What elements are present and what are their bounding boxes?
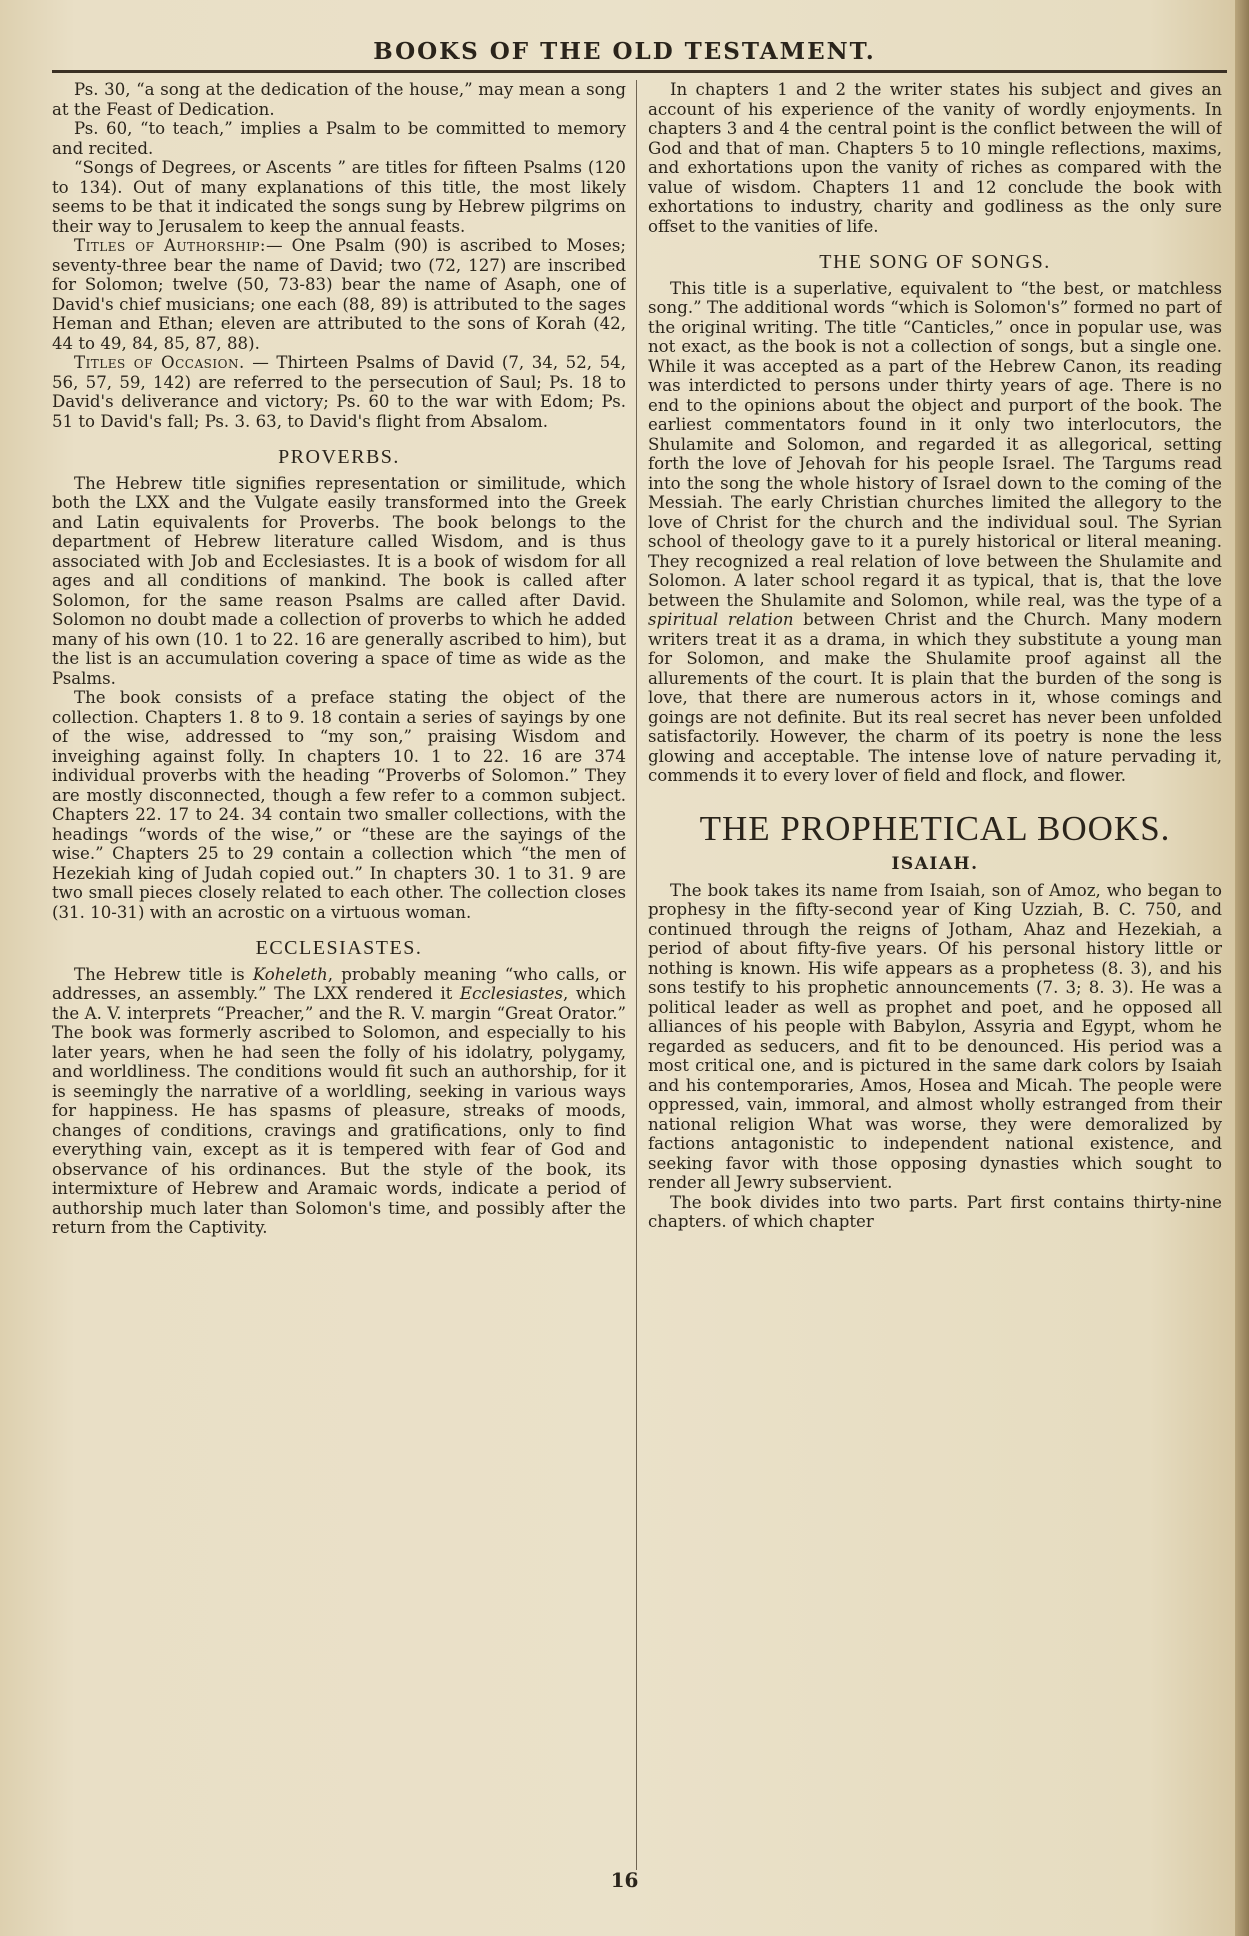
titles-authorship-paragraph bbox=[52, 236, 626, 353]
titles-occasion-label: Titles of Occasion. bbox=[74, 353, 245, 372]
psalms-paragraph-3: “Songs of Degrees, or Ascents ” are titles for fifteen Psalms (120 to 134). Out of many explanations of this title, the most likely seems to be that it indicated the songs sung by Hebrew pilgrims on their way to Jerusalem to keep the annual feasts. bbox=[52, 158, 626, 236]
page-edge bbox=[1235, 0, 1249, 1936]
proverbs-paragraph-1: The Hebrew title signifies representation or similitude, which both the LXX and the Vulgate easily transformed into the Greek and Latin equivalents for Proverbs. The book belongs to the department of Hebrew literature called Wisdom, and is thus associated with Job and Ecclesiastes. It is a book of wisdom for all ages and all conditions of mankind. The book is called after Solomon, for the same reason Psalms are called after David. Solomon no doubt made a collection of proverbs to which he added many of his own (10. 1 to 22. 16 are generally ascribed to him), but the list is an accumulation covering a space of time as wide as the Psalms. bbox=[52, 473, 626, 688]
isaiah-paragraph-1: The book takes its name from Isaiah, son of Amoz, who began to prophesy in the fifty-second year of King Uzziah, B. C. 750, and continued through the reigns of Jotham, Ahaz and Hezekiah, a period of about fifty-five years. Of his personal history little or nothing is known. His wife appears as a prophetess (8. 3), and his sons testify to his prophetic announcements (7. 3; 8. 3). He was a political leader as well as prophet and poet, and he opposed all alliances of his people with Babylon, Assyria and Egypt, whom he regarded as seducers, and fit to be denounced. His period was a most critical one, and is pictured in the same dark colors by Isaiah and his contemporaries, Amos, Hosea and Micah. The people were oppressed, vain, immoral, and almost wholly estranged from their national religion What was worse, they were demoralized by factions antagonistic to independent national existence, and seeking favor with those opposing dynasties which sought to render all Jewry subservient. bbox=[648, 880, 1222, 1192]
psalms-paragraph-1: Ps. 30, “a song at the dedication of the house,” may mean a song at the Feast of Dedication. bbox=[52, 80, 626, 119]
titles-authorship-text: — One Psalm (90) is ascribed to Moses; seventy-three bear the name of David; two (72, 127) are inscribed for Solomon; twelve (50, 73-83) bear the name of Asaph, one of David's chief musicians; one each (88, 89) is attributed to the sages Heman and Ethan; eleven are attributed to the sons of Korah (42, 44 to 49, 84, 85, 87, 88). bbox=[52, 236, 626, 353]
song-of-songs-paragraph bbox=[648, 279, 1222, 786]
song-of-songs-heading: THE SONG OF SONGS. bbox=[819, 251, 1051, 273]
isaiah-paragraph-2: The book divides into two parts. Part first contains thirty-nine chapters. of which chapter bbox=[648, 1192, 1222, 1231]
header-rule bbox=[52, 70, 1227, 73]
right-column bbox=[648, 80, 1222, 1880]
titles-occasion-text: — Thirteen Psalms of David (7, 34, 52, 54, 56, 57, 59, 142) are referred to the persecution of Saul; Ps. 18 to David's deliverance and victory; Ps. 60 to the war with Edom; Ps. 51 to David's fall; Ps. 3. 63, to David's flight from Absalom. bbox=[52, 353, 626, 431]
song-spiritual-relation: spiritual relation bbox=[648, 610, 794, 629]
ecclesiastes-latin: Ecclesiastes bbox=[459, 984, 563, 1003]
titles-occasion-paragraph bbox=[52, 353, 626, 431]
isaiah-heading: ISAIAH. bbox=[891, 854, 979, 874]
ecclesiastes-paragraph bbox=[52, 965, 626, 1238]
titles-authorship-label: Titles of Authorship: bbox=[74, 236, 266, 255]
prophetical-books-title: THE PROPHETICAL BOOKS. bbox=[699, 808, 1171, 848]
page-number: 16 bbox=[610, 1868, 639, 1892]
proverbs-heading: PROVERBS. bbox=[278, 446, 400, 468]
ecclesiastes-text-c: , which the A. V. interprets “Preacher,” and the R. V. margin “Great Orator.” The book was formerly ascribed to Solomon, and especially to his later years, when he had seen the folly of his idolatry, polygamy, and worldliness. The conditions would fit such an authorship, for it is seemingly the narrative of a worldling, seeking in various ways for happiness. He has spasms of pleasure, streaks of moods, changes of conditions, cravings and gratifications, only to find everything vain, except as it is tempered with fear of God and observance of his ordinances. But the style of the book, its intermixture of Hebrew and Aramaic words, indicate a period of authorship much later than Solomon's time, and possibly after the return from the Captivity. bbox=[52, 984, 626, 1237]
left-column bbox=[52, 80, 626, 1880]
proverbs-paragraph-2: The book consists of a preface stating the object of the collection. Chapters 1. 8 to 9. 18 contain a series of sayings by one of the wise, addressed to “my son,” praising Wisdom and inveighing against folly. In chapters 10. 1 to 22. 16 are 374 individual proverbs with the heading “Proverbs of Solomon.” They are mostly disconnected, though a few refer to a common subject. Chapters 22. 17 to 24. 34 contain two smaller collections, with the headings “words of the wise,” or “these are the sayings of the wise.” Chapters 25 to 29 contain a collection which “the men of Hezekiah king of Judah copied out.” In chapters 30. 1 to 31. 9 are two small pieces closely related to each other. The collection closes (31. 10-31) with an acrostic on a virtuous woman. bbox=[52, 688, 626, 922]
column-divider bbox=[636, 80, 637, 1870]
psalms-paragraph-2: Ps. 60, “to teach,” implies a Psalm to be committed to memory and recited. bbox=[52, 119, 626, 158]
running-header: BOOKS OF THE OLD TESTAMENT. bbox=[373, 38, 876, 65]
song-text-b: between Christ and the Church. Many modern writers treat it as a drama, in which they substitute a young man for Solomon, and make the Shulamite proof against all the allurements of the court. It is plain that the burden of the song is love, that there are numerous actors in it, whose comings and goings are not definite. But its real secret has never been unfolded satisfactorily. However, the charm of its poetry is none the less glowing and acceptable. The intense love of nature pervading it, commends it to every lover of field and flock, and flower. bbox=[648, 610, 1222, 785]
ecclesiastes-koheleth: Koheleth bbox=[252, 964, 328, 984]
ecclesiastes-text-b: , probably meaning “who calls, or addresses, an assembly.” The LXX rendered it bbox=[52, 964, 626, 1003]
ecclesiastes-text-a: The Hebrew title is bbox=[74, 964, 253, 984]
ecclesiastes-continued: In chapters 1 and 2 the writer states his subject and gives an account of his experience of the vanity of wordly enjoyments. In chapters 3 and 4 the central point is the conflict between the will of God and that of man. Chapters 5 to 10 mingle reflections, maxims, and exhortations upon the vanity of riches as compared with the value of wisdom. Chapters 11 and 12 conclude the book with exhortations to industry, charity and godliness as the only sure offset to the vanities of life. bbox=[648, 80, 1222, 236]
ecclesiastes-heading: ECCLESIASTES. bbox=[255, 937, 423, 959]
song-text-a: This title is a superlative, equivalent to “the best, or matchless song.” The additional words “which is Solomon's” formed no part of the original writing. The title “Canticles,” once in popular use, was not exact, as the book is not a collection of songs, but a single one. While it was accepted as a part of the Hebrew Canon, its reading was interdicted to persons under thirty years of age. There is no end to the opinions about the object and purport of the book. The earliest commentators found in it only two interlocutors, the Shulamite and Solomon, and regarded it as allegorical, setting forth the love of Jehovah for his people Israel. The Targums read into the song the whole history of Israel down to the coming of the Messiah. The early Christian churches limited the allegory to the love of Christ for the church and the individual soul. The Syrian school of theology gave to it a purely historical or literal meaning. They recognized a real relation of love between the Shulamite and Solomon. A later school regard it as typical, that is, that the love between the Shulamite and Solomon, while real, was the type of a bbox=[648, 278, 1222, 610]
